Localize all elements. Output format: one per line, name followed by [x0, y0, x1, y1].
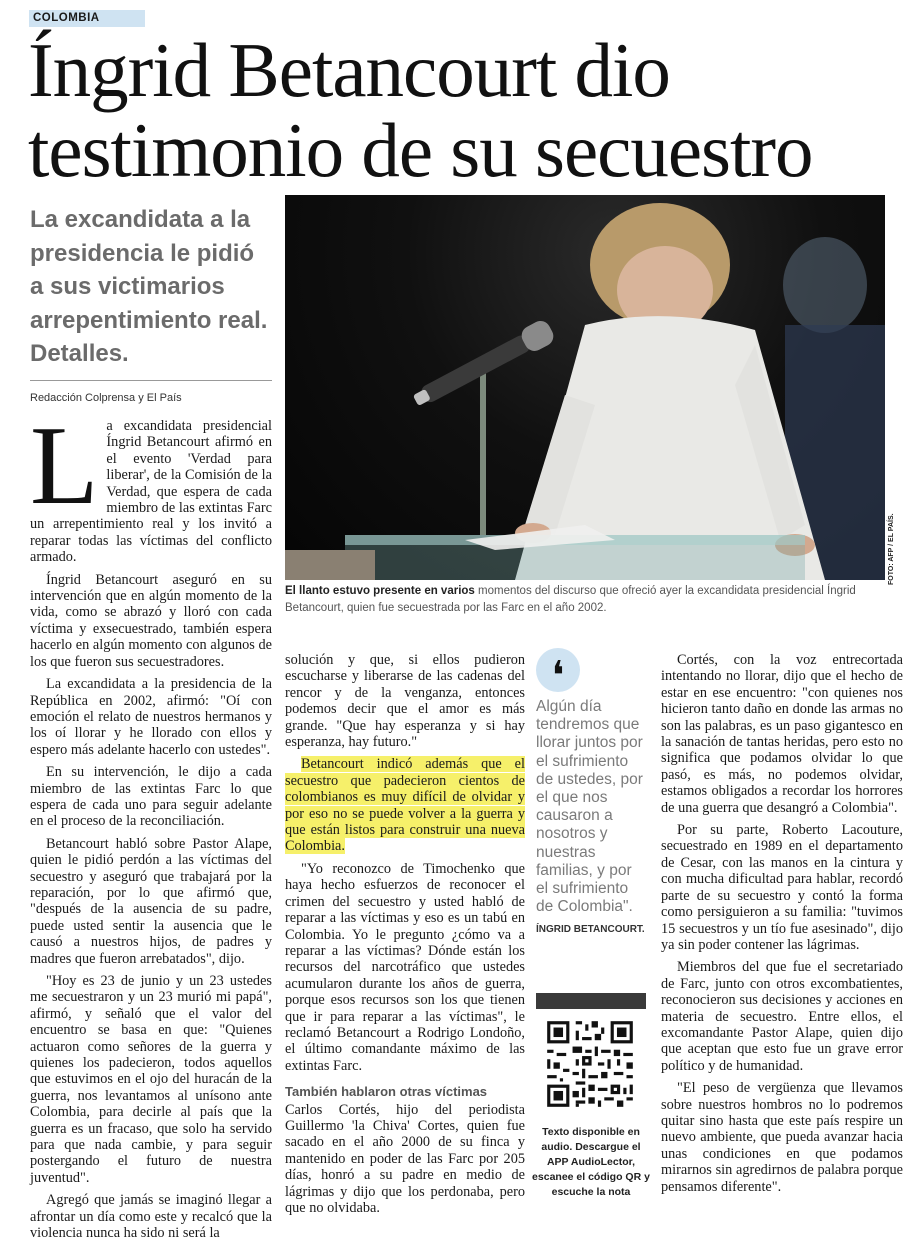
photo-illustration: [285, 195, 885, 580]
section-tag: COLOMBIA: [29, 10, 145, 27]
main-photo: [285, 195, 885, 580]
audio-header-bar: [536, 993, 646, 1009]
highlighted-text: Betancourt indicó además que el secuestro que padecieron cientos de colombianos es muy difícil de olvidar y por eso no se puede volver a la guerra y que están listos para construir una nueva Colombia.: [285, 756, 525, 855]
article-paragraph: "Yo reconozco de Timochenko que haya hecho esfuerzos de reconocer el crimen del secuestro y usted habló de reparar a las víctimas y eso es un tabú en Colombia. Yo le pregunto ¿cómo va a reparar a las víctimas? Dónde están los recursos del narcotráfico que ustedes acumularon durante los años de guerra, porque esos recursos son los que tienen que ir para reparar a las víctimas", le reclamó Betancourt a Rodrigo Londoño, el último comandante máximo de las extintas Farc.: [285, 860, 525, 1074]
article-paragraph: [30, 404, 272, 566]
article-column-1: [30, 404, 272, 1248]
pull-quote-text: Algún día tendremos que llorar juntos por el sufrimiento de ustedes, por el que nos causaron a nosotros y nuestras familias, y por el sufrimiento de Colombia".: [536, 698, 643, 916]
deck-divider: [30, 380, 272, 381]
qr-code-icon[interactable]: [544, 1018, 636, 1110]
byline: Redacción Colprensa y El País: [30, 392, 182, 404]
article-paragraph: Carlos Cortés, hijo del periodista Guillermo 'la Chiva' Cortes, quien fue sacado en el año 2000 de su finca y mantenido en poder de las Farc por 205 días, honró a su padre en medio de lágrimas y dijo que los perdonaba, pero que no olvidaba.: [285, 1101, 525, 1216]
article-paragraph: Por su parte, Roberto Lacouture, secuestrado en 1989 en el departamento de Cesar, con las manos en la cintura y con mucha dificultad para hablar, recordó parte de su secuestro y contó la forma como persiguieron a su familia: "tuvimos 15 secuestros y un tío fue asesinado", dijo ya sin poder contener las lágrimas.: [661, 822, 903, 953]
pull-quote-author: ÍNGRID BETANCOURT.: [536, 924, 645, 936]
article-paragraph: Íngrid Betancourt aseguró en su intervención que en algún momento de la vida, como se abrazó y lloró con cada víctima y exsecuestrado, también espera hacerlo en algún momento con algunos de los que fueron sus secuestradores.: [30, 571, 272, 670]
pull-quote: [536, 648, 646, 935]
article-paragraph-highlighted: [285, 756, 525, 854]
article-column-4: [661, 652, 903, 1201]
dropcap: L: [30, 404, 99, 528]
article-paragraph: En su intervención, le dijo a cada miembro de las extintas Farc lo que espera de cada uno para seguir adelante en el proceso de la reconciliación.: [30, 764, 272, 830]
article-paragraph: Cortés, con la voz entrecortada intentando no llorar, dijo que el hecho de estar en ese encuentro: "con quienes nos hicieron tanto daño en donde las armas no son las palabras, es un paso gigantesco en la sanación de tantas heridas, pero esto no significa que podamos olvidar lo que pasó, es más, no podemos olvidar, estamos obligados a recordar los horrores de una guerra que desangró a Colombia".: [661, 652, 903, 816]
caption-text: momentos del discurso que ofreció ayer la excandidata presidencial Íngrid Betancourt, quien fue secuestrada por las Farc en el año 2002.: [285, 585, 856, 614]
headline-line-1: Íngrid Betancourt dio: [28, 27, 670, 113]
caption-lead: El llanto estuvo presente en varios: [285, 585, 475, 597]
audio-instructions: Texto disponible en audio. Descargue el APP AudioLector, escanee el código QR y escuche la nota: [532, 1126, 650, 1198]
article-paragraph: "El peso de vergüenza que llevamos sobre nuestros hombros no lo podremos quitar sino hasta que este país respire un nuevo ambiente, que pueda avanzar hacia unas condiciones en que podamos mirarnos sin agredirnos de palabra porque pensamos diferente".: [661, 1080, 903, 1195]
article-subhead: También hablaron otras víctimas: [285, 1084, 488, 1100]
article-paragraph: Betancourt habló sobre Pastor Alape, quien le pidió perdón a las víctimas del secuestro y aseguró que trabajará por la reparación, por lo que afirmó que, "después de la ausencia de su padre, puede usted sentir la ausencia que le causó a nuestros hijos, de padres y madres que fueron arrebatados", dijo.: [30, 835, 272, 967]
article-column-2: [285, 652, 525, 1222]
photo-credit: FOTO: AFP / EL PAÍS.: [888, 513, 895, 585]
article-paragraph: solución y que, si ellos pudieron escucharse y liberarse de las cadenas del rencor y de la venganza, entonces podemos decir que el amor es más grande. "Que hay esperanza y si hay esperanza, hay futuro.": [285, 652, 525, 751]
deck-subtitle: La excandidata a la presidencia le pidió a sus victimarios arrepentimiento real. Detalles.: [30, 206, 268, 367]
headline: [28, 27, 908, 193]
quote-mark-icon: ❛: [536, 648, 580, 692]
headline-line-2: testimonio de su secuestro: [28, 107, 813, 193]
article-paragraph: Agregó que jamás se imaginó llegar a afrontar un día como este y recalcó que la violencia nunca ha sido ni será la: [30, 1192, 272, 1242]
paragraph-text: a excandidata presidencial Íngrid Betancourt afirmó en el evento 'Verdad para liberar', de la Comisión de la Verdad, que espera de cada miembro de las extintas Farc un arrepentimiento real y los invitó a reparar todas las víctimas del conflicto armado.: [30, 418, 272, 566]
article-paragraph: "Hoy es 23 de junio y un 23 ustedes me secuestraron y un 23 murió mi papá", afirmó, y señaló que el valor del encuentro se basa en que: "Quienes actuaron como señores de la guerra y quienes los padecieron, todos aquellos que estuvimos en el ojo del huracán de la guerra, nos levantamos al unísono ante Colombia, para decirle al país que la guerra es un fracaso, que solo ha servido para que nada cambie, y para seguir postergando el futuro de nuestra juventud".: [30, 973, 272, 1186]
article-paragraph: Miembros del que fue el secretariado de Farc, junto con otros excombatientes, reconocieron sus decisiones y acciones en materia de secuestro. Entre ellos, el excomandante Pastor Alape, quien dijo que aceptan que esto fue un grave error político y de humanidad.: [661, 959, 903, 1074]
article-paragraph: La excandidata a la presidencia de la República en 2002, afirmó: "Oí con emoción el relato de nuestros hermanos y los oí llorar y he llorado con ellos y espero más adelante hacerlo con ustedes".: [30, 676, 272, 758]
photo-caption: [285, 583, 885, 617]
